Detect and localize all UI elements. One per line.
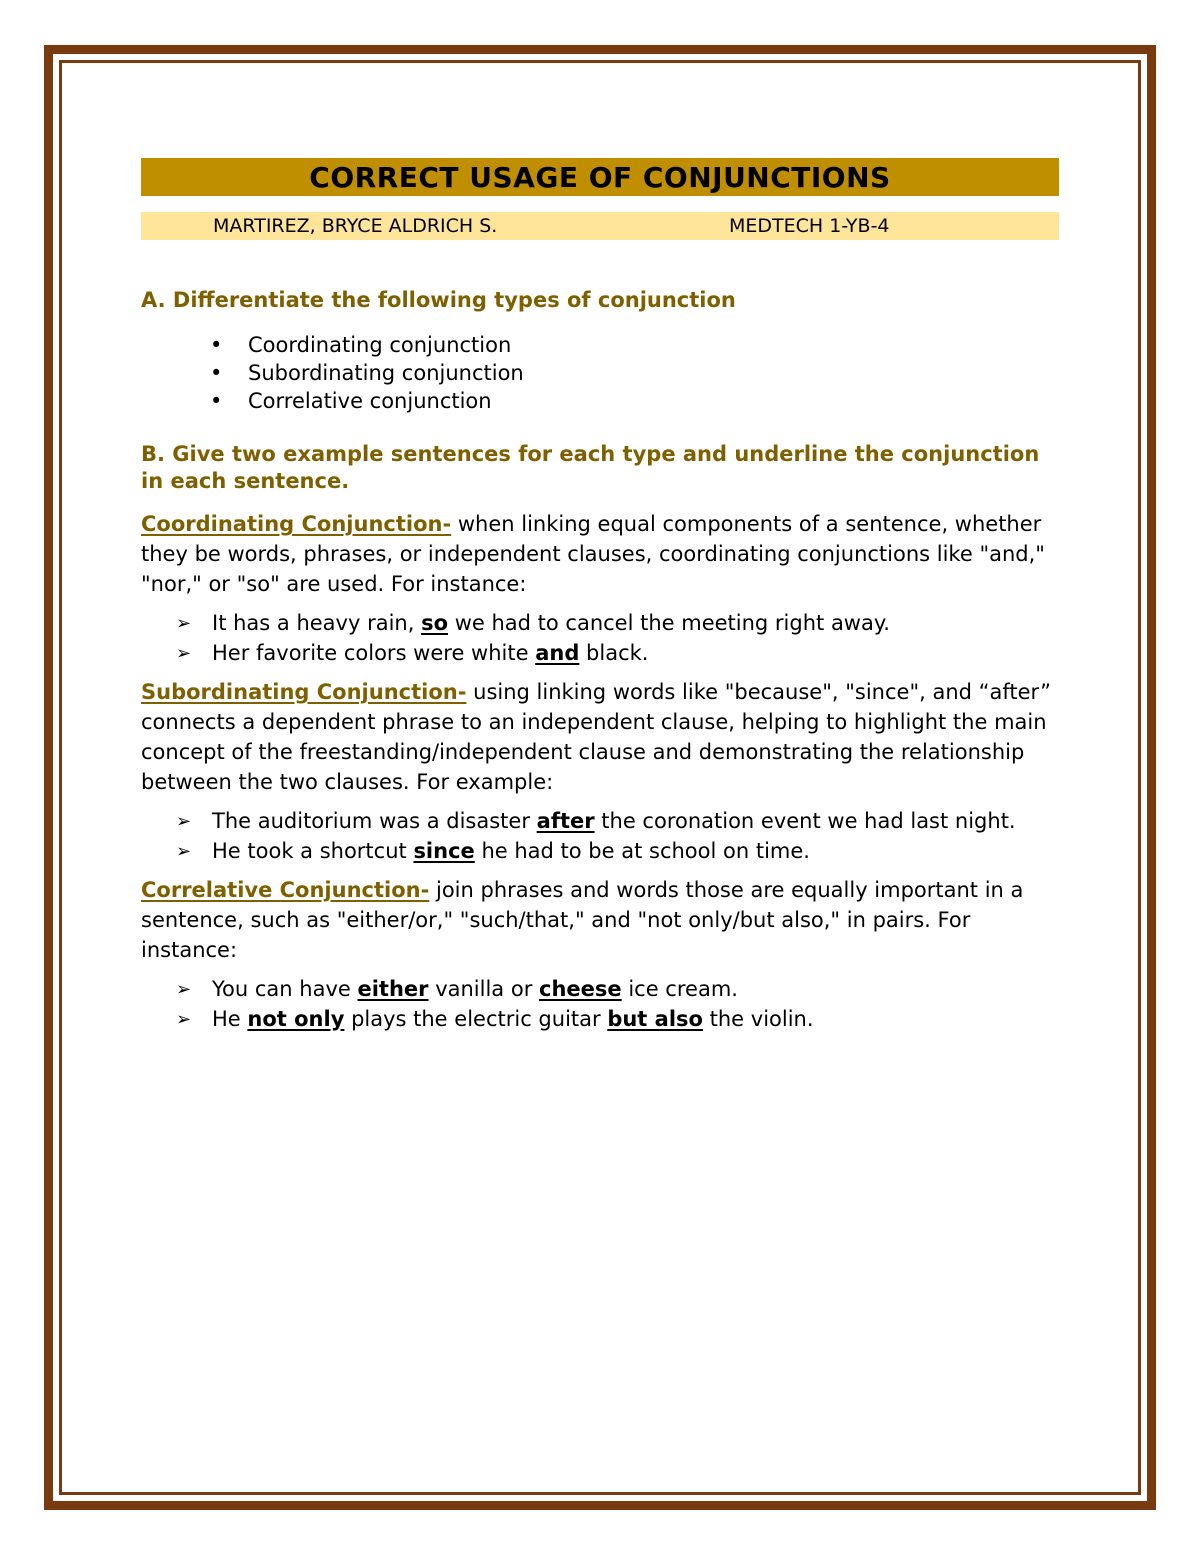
bullet-icon: • bbox=[210, 389, 223, 413]
example-sentence: ➢ He took a shortcut since he had to be at school on time. bbox=[141, 837, 1059, 867]
list-item: • Correlative conjunction bbox=[210, 389, 492, 413]
student-info-bar bbox=[141, 212, 1059, 240]
document-title: CORRECT USAGE OF CONJUNCTIONS bbox=[141, 158, 1059, 196]
example-sentence: ➢ It has a heavy rain, so we had to cancel the meeting right away. bbox=[141, 609, 1059, 639]
example-sentence: ➢ Her favorite colors were white and black. bbox=[141, 639, 1059, 669]
student-name: MARTIREZ, BRYCE ALDRICH S. bbox=[213, 215, 498, 237]
subordinating-examples bbox=[141, 807, 1059, 866]
part-a-heading: A. Differentiate the following types of conjunction bbox=[141, 288, 736, 312]
coordinating-definition: Coordinating Conjunction- when linking equal components of a sentence, whether they be words, phrases, or independent clauses, coordinating conjunctions like "and," "nor," or "so" are used. For instance: bbox=[141, 512, 1045, 596]
example-sentence: ➢ You can have either vanilla or cheese ice cream. bbox=[141, 975, 1059, 1005]
example-sentence: ➢ The auditorium was a disaster after the coronation event we had last night. bbox=[141, 807, 1059, 837]
list-item: • Coordinating conjunction bbox=[210, 333, 512, 357]
underlined-conjunction: and bbox=[535, 640, 580, 665]
arrow-bullet-icon: ➢ bbox=[176, 613, 192, 634]
part-b-heading: B. Give two example sentences for each type and underline the conjunction in each sentence. bbox=[141, 442, 1040, 493]
subordinating-definition: Subordinating Conjunction- using linking words like "because", "since", and “after” connects a dependent phrase to an independent clause, helping to highlight the main concept of the freestanding/independent clause and demonstrating the relationship between the two clauses. For example: bbox=[141, 680, 1051, 794]
subordinating-term: Subordinating Conjunction- bbox=[141, 680, 467, 704]
arrow-bullet-icon: ➢ bbox=[176, 840, 192, 862]
document-body bbox=[141, 158, 1059, 1034]
underlined-conjunction: after bbox=[536, 809, 595, 833]
correlative-examples bbox=[141, 975, 1059, 1034]
arrow-bullet-icon: ➢ bbox=[176, 1008, 192, 1030]
arrow-bullet-icon: ➢ bbox=[176, 811, 192, 832]
example-sentence: ➢ He not only plays the electric guitar but also the violin. bbox=[141, 1005, 1059, 1035]
student-section: MEDTECH 1-YB-4 bbox=[729, 215, 890, 237]
part-b bbox=[141, 441, 1059, 1034]
underlined-conjunction: but also bbox=[607, 1006, 703, 1031]
underlined-conjunction: so bbox=[421, 611, 449, 635]
arrow-bullet-icon: ➢ bbox=[176, 979, 192, 1000]
underlined-conjunction: cheese bbox=[539, 977, 622, 1001]
correlative-term: Correlative Conjunction- bbox=[141, 878, 430, 902]
conjunction-type-list bbox=[141, 331, 1059, 415]
underlined-conjunction: since bbox=[413, 838, 475, 863]
coordinating-term: Coordinating Conjunction- bbox=[141, 512, 452, 536]
list-item: • Subordinating conjunction bbox=[210, 361, 524, 385]
underlined-conjunction: not only bbox=[247, 1006, 345, 1031]
bullet-icon: • bbox=[210, 333, 223, 357]
underlined-conjunction: either bbox=[357, 977, 429, 1001]
bullet-icon: • bbox=[210, 361, 223, 385]
coordinating-examples bbox=[141, 609, 1059, 668]
part-a bbox=[141, 287, 1059, 415]
arrow-bullet-icon: ➢ bbox=[176, 642, 192, 664]
correlative-definition: Correlative Conjunction- join phrases and words those are equally important in a sentence, such as "either/or," "such/that," and "not only/but also," in pairs. For instance: bbox=[141, 878, 1024, 962]
